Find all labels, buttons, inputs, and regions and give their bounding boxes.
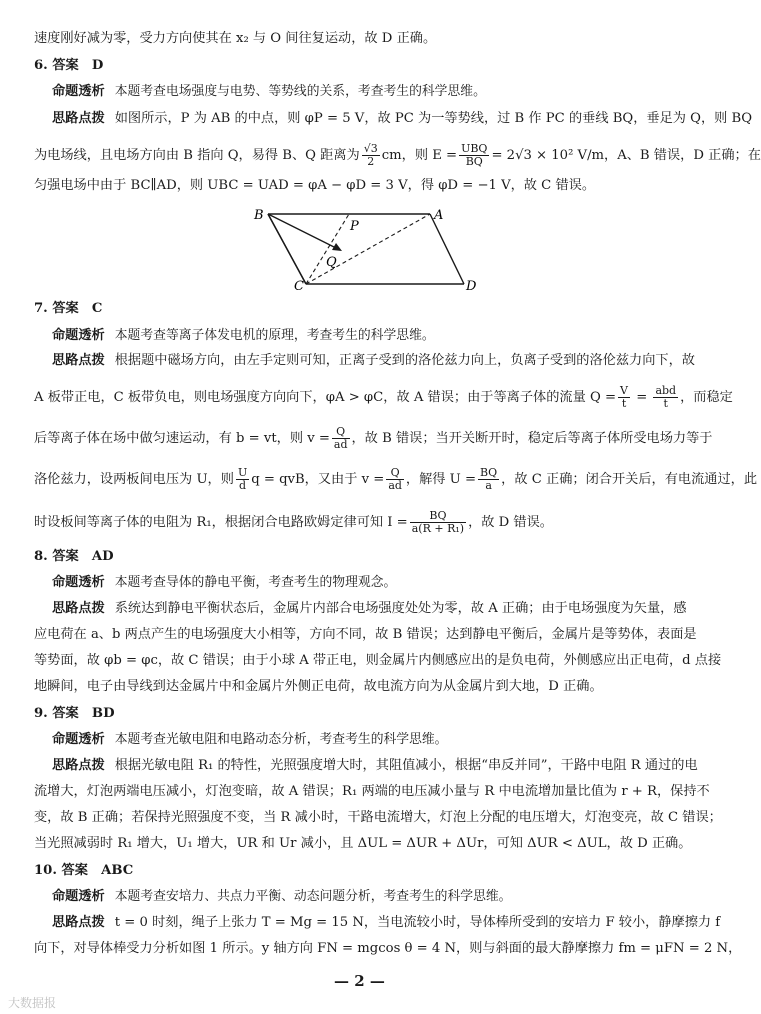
- numerator: V: [620, 384, 628, 397]
- text-span: 根据光敏电阻 R₁ 的特性，光照强度增大时，其阻值减小，根据“串反并同”，干路中电阻 R 通过的电: [114, 758, 698, 773]
- numerator: U: [237, 466, 248, 479]
- text-span: q = qvB，又由于 v =: [251, 472, 385, 487]
- label-Q: Q: [326, 255, 337, 270]
- label-B: B: [254, 208, 264, 223]
- numerator: Q: [332, 426, 350, 439]
- label-solution: 思路点拨: [52, 353, 105, 368]
- q6-solution-text-1: 如图所示，P 为 AB 的中点，则 φP = 5 V，故 PC 为一等势线，过 B 作 PC 的垂线 BQ，垂足为 Q，则 BQ: [114, 111, 753, 126]
- q8-solution-2: 应电荷在 a、b 两点产生的电场强度大小相等，方向不同，故 B 错误；达到静电平衡后，金属片是等势体，表面是: [34, 627, 697, 642]
- q8-answer: 8. 答案 AD: [34, 549, 114, 564]
- text-span: 为电场线，且电场方向由 B 指向 Q，易得 B、Q 距离为: [34, 148, 360, 163]
- text-span: 根据题中磁场方向，由左手定则可知，正离子受到的洛伦兹力向上，负离子受到的洛伦兹力向下，故: [114, 353, 695, 368]
- dashed-PC: [306, 214, 349, 284]
- denominator: ad: [333, 438, 348, 451]
- fraction: [410, 510, 466, 535]
- text-span: = 2√3 × 10² V/m，A、B 错误，D 正确；在: [491, 148, 761, 163]
- q8-solution-4: 地瞬间，电子由导线到达金属片中和金属片外侧正电荷，故电流方向为从金属片到大地，D 正确。: [34, 679, 603, 694]
- text-span: 系统达到静电平衡状态后，金属片内部合电场强度处处为零，故 A 正确；由于电场强度为矢量，感: [114, 601, 687, 616]
- q10-intent: [52, 888, 511, 906]
- q10-answer: 10. 答案 ABC: [34, 863, 134, 878]
- denominator: a(R + R₁): [411, 522, 465, 535]
- q9-solution-3: 变，故 B 正确；若保持光照强度不变，当 R 减小时，干路电流增大，灯泡上分配的电压增大，灯泡变亮，故 C 错误；: [34, 810, 722, 825]
- arrow-BQ: [268, 214, 340, 250]
- q7-answer: 7. 答案 C: [34, 301, 103, 316]
- fraction: [459, 143, 489, 168]
- q9-intent-text: 本题考查光敏电阻和电路动态分析，考查考生的科学思维。: [114, 732, 448, 747]
- denominator: t: [663, 397, 668, 410]
- denominator: BQ: [465, 155, 483, 168]
- q7-solution-2: A 板带正电，C 板带负电，则电场强度方向向下，φA > φC，故 A 错误；由于等离子体的流量 Q = $\frac{V}{t}$ = $\frac{\text{abd}}{t}$ ，而稳定: [34, 384, 733, 410]
- watermark: 大数据报: [8, 996, 57, 1010]
- parallelogram-figure: [250, 200, 490, 292]
- q8-intent: [52, 574, 396, 592]
- fraction: [618, 385, 630, 410]
- denominator: a: [485, 479, 492, 492]
- text-span: ，解得 U =: [405, 472, 477, 487]
- page-number: — 2 —: [334, 972, 385, 990]
- fraction: [386, 467, 404, 492]
- denominator: d: [239, 479, 247, 492]
- text-span: ，故 C 正确；闭合开关后，有电流通过，此: [501, 472, 758, 487]
- q7-solution-1: [52, 352, 695, 370]
- label-solution: 思路点拨: [52, 111, 105, 126]
- text-span: A 板带正电，C 板带负电，则电场强度方向向下，φA > φC，故 A 错误；由于等离子体的流量 Q =: [34, 390, 617, 405]
- fraction: [653, 385, 678, 410]
- q6-answer: 6. 答案 D: [34, 58, 104, 73]
- label-intent: 命题透析: [52, 889, 105, 904]
- q9-solution-2: 流增大，灯泡两端电压减小，灯泡变暗，故 A 错误；R₁ 两端的电压减小量与 R 中电流增加量比值为 r + R，保持不: [34, 784, 710, 799]
- q10-solution-1: [52, 914, 720, 932]
- q7-solution-5: [34, 510, 553, 535]
- q5-tail-text: 速度刚好减为零，受力方向使其在 x₂ 与 O 间往复运动，故 D 正确。: [34, 31, 437, 46]
- q9-intent: [52, 731, 447, 749]
- numerator: BQ: [480, 466, 498, 479]
- q6-intent-text: 本题考查电场强度与电势、等势线的关系，考查考生的科学思维。: [114, 84, 486, 99]
- q6-solution-1: [52, 110, 752, 128]
- q10-intent-text: 本题考查安培力、共点力平衡、动态问题分析，考查考生的科学思维。: [114, 889, 512, 904]
- q7-solution-3: [34, 426, 712, 451]
- q6-solution-2: [34, 143, 761, 168]
- q6-intent: [52, 83, 486, 101]
- text-span: t = 0 时刻，绳子上张力 T = Mg = 15 N，当电流较小时，导体棒所受到的安培力 F 较小，静摩擦力 f: [114, 915, 721, 930]
- edge-AD: [430, 214, 464, 284]
- q7-intent-text: 本题考查等离子体发电机的原理，考查考生的科学思维。: [114, 328, 435, 343]
- q9-answer: 9. 答案 BD: [34, 706, 115, 721]
- label-C: C: [294, 279, 304, 294]
- text-span: 时设板间等离子体的电阻为 R₁，根据闭合电路欧姆定律可知 I =: [34, 515, 408, 530]
- denominator: t: [621, 397, 627, 410]
- fraction: [478, 467, 499, 492]
- q10-solution-2: 向下，对导体棒受力分析如图 1 所示。y 轴方向 FN = mgcos θ = 4 N，则与斜面的最大静摩擦力 fm = μFN = 2 N，: [34, 941, 742, 956]
- q6-solution-3: 匀强电场中由于 BC∥AD，则 UBC = UAD = φA − φD = 3 V，得 φD = −1 V，故 C 错误。: [34, 178, 596, 193]
- denominator: ad: [388, 479, 402, 492]
- fraction: [236, 467, 249, 492]
- denominator: 2: [367, 155, 375, 168]
- text-span: 后等离子体在场中做匀速运动，有 b = vt，则 v =: [34, 431, 330, 446]
- label-intent: 命题透析: [52, 328, 105, 343]
- arrow-BC-line: [268, 214, 306, 284]
- q7-intent: [52, 327, 435, 345]
- numerator: UBQ: [461, 142, 488, 155]
- label-A: A: [434, 208, 444, 223]
- q9-solution-1: [52, 757, 698, 775]
- fraction: [332, 426, 350, 451]
- text-span: ，故 D 错误。: [468, 515, 553, 530]
- text-span: ，而稳定: [680, 390, 733, 405]
- numerator: abd: [655, 384, 677, 397]
- text-span: 洛伦兹力，设两板间电压为 U，则: [34, 472, 234, 487]
- label-intent: 命题透析: [52, 575, 105, 590]
- q8-intent-text: 本题考查导体的静电平衡，考查考生的物理观念。: [114, 575, 397, 590]
- q8-solution-3: 等势面，故 φb = φc，故 C 错误；由于小球 A 带正电，则金属片内侧感应出的是负电荷，外侧感应出正电荷，d 点接: [34, 653, 722, 668]
- label-solution: 思路点拨: [52, 601, 105, 616]
- label-intent: 命题透析: [52, 84, 105, 99]
- text-span: cm，则 E =: [381, 148, 458, 163]
- q9-solution-4: 当光照减弱时 R₁ 增大，U₁ 增大，UR 和 Ur 减小，且 ΔUL = ΔUR + ΔUr，可知 ΔUR < ΔUL，故 D 正确。: [34, 836, 692, 851]
- dashed-AC: [306, 214, 430, 284]
- label-intent: 命题透析: [52, 732, 105, 747]
- text-span: ，故 B 错误；当开关断开时，稳定后等离子体所受电场力等于: [351, 431, 713, 446]
- label-P: P: [350, 219, 359, 234]
- label-D: D: [466, 279, 477, 294]
- fraction: [362, 143, 380, 168]
- label-solution: 思路点拨: [52, 915, 105, 930]
- numerator: BQ: [410, 510, 466, 523]
- label-solution: 思路点拨: [52, 758, 105, 773]
- numerator: Q: [386, 467, 404, 480]
- q8-solution-1: [52, 600, 687, 618]
- q7-solution-4: [34, 467, 757, 492]
- numerator: √3: [363, 142, 378, 155]
